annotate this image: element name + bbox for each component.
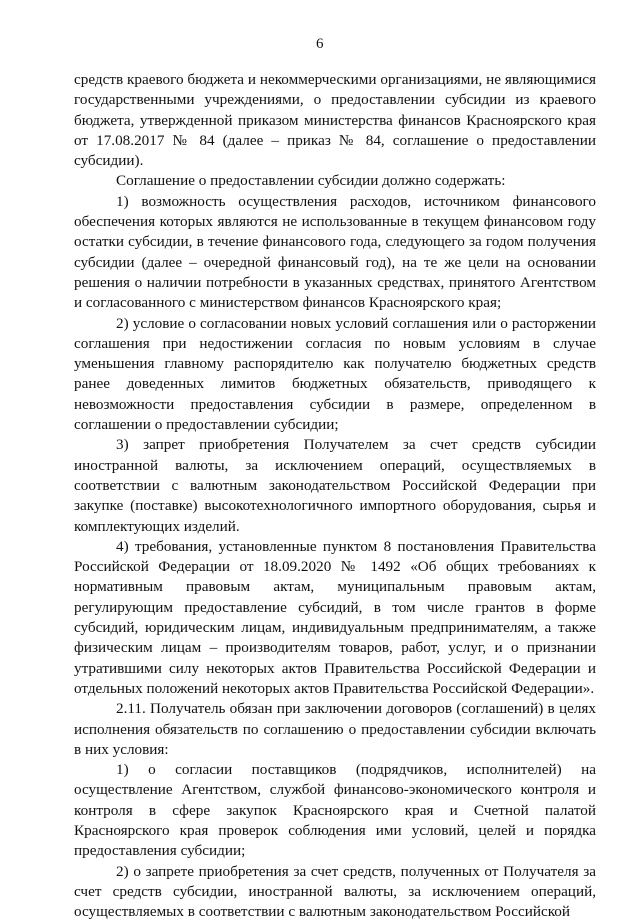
paragraph-item-4: 4) требования, установленные пунктом 8 постановления Правительства Российской Федерации от 18.09.2020 № 1492 «Об общих требованиях к нормативным правовым актам, муниципальным правовым актам, регулирующим предоставление субсидий, в том числе грантов в форме субсидий, юридическим лицам, индивидуальным предпринимателям, а также физическим лицам – производителям товаров, работ, услуг, и о признании утратившими силу некоторых актов Правительства Российской Федерации и отдельных положений некоторых актов Правительства Российской Федерации».: [74, 537, 596, 697]
paragraph-item-3: 3) запрет приобретения Получателем за счет средств субсидии иностранной валюты, за исключением операций, осуществляемых в соответствии с валютным законодательством Российской Федерации при закупке (поставке) высокотехнологичного импортного оборудования, сырья и комплектующих изделий.: [74, 436, 596, 535]
document-body: [74, 70, 596, 922]
paragraph-condition-2: 2) о запрете приобретения за счет средств, полученных от Получателя за счет средств субсидии, иностранной валюты, за исключением операций, осуществляемых в соответствии с валютным законодательством Российской: [74, 862, 596, 921]
paragraph-item-1: 1) возможность осуществления расходов, источником финансового обеспечения которых являются не использованные в текущем финансовом году остатки субсидии, в течение финансового года, следующего за годом получения субсидии (далее – очередной финансовый год), на те же цели на основании решения о наличии потребности в указанных средствах, принятого Агентством и согласованного с министерством финансов Красноярского края;: [74, 192, 596, 312]
paragraph-item-2: 2) условие о согласовании новых условий соглашения или о расторжении соглашения при недостижении согласия по новым условиям в случае уменьшения главному распорядителю как получателю бюджетных средств ранее доведенных лимитов бюджетных обязательств, приводящего к невозможности предоставления субсидии в размере, определенном в соглашении о предоставлении субсидии;: [74, 314, 596, 434]
paragraph-continuation: средств краевого бюджета и некоммерческими организациями, не являющимися государственными учреждениями, о предоставлении субсидии из краевого бюджета, утвержденной приказом министерства финансов Красноярского края от 17.08.2017 № 84 (далее – приказ № 84, соглашение о предоставлении субсидии).: [74, 71, 596, 170]
paragraph-section-2-11: 2.11. Получатель обязан при заключении договоров (соглашений) в целях исполнения обязательств по соглашению о предоставлении субсидии включать в них условия:: [74, 700, 596, 758]
paragraph-condition-1: 1) о согласии поставщиков (подрядчиков, исполнителей) на осуществление Агентством, службой финансово-экономического контроля и контроля в сфере закупок Красноярского края и Счетной палатой Красноярского края проверок соблюдения ими условий, целей и порядка предоставления субсидии;: [74, 761, 596, 860]
paragraph-agreement-contents: Соглашение о предоставлении субсидии должно содержать:: [116, 172, 506, 190]
page-number: 6: [316, 36, 324, 52]
